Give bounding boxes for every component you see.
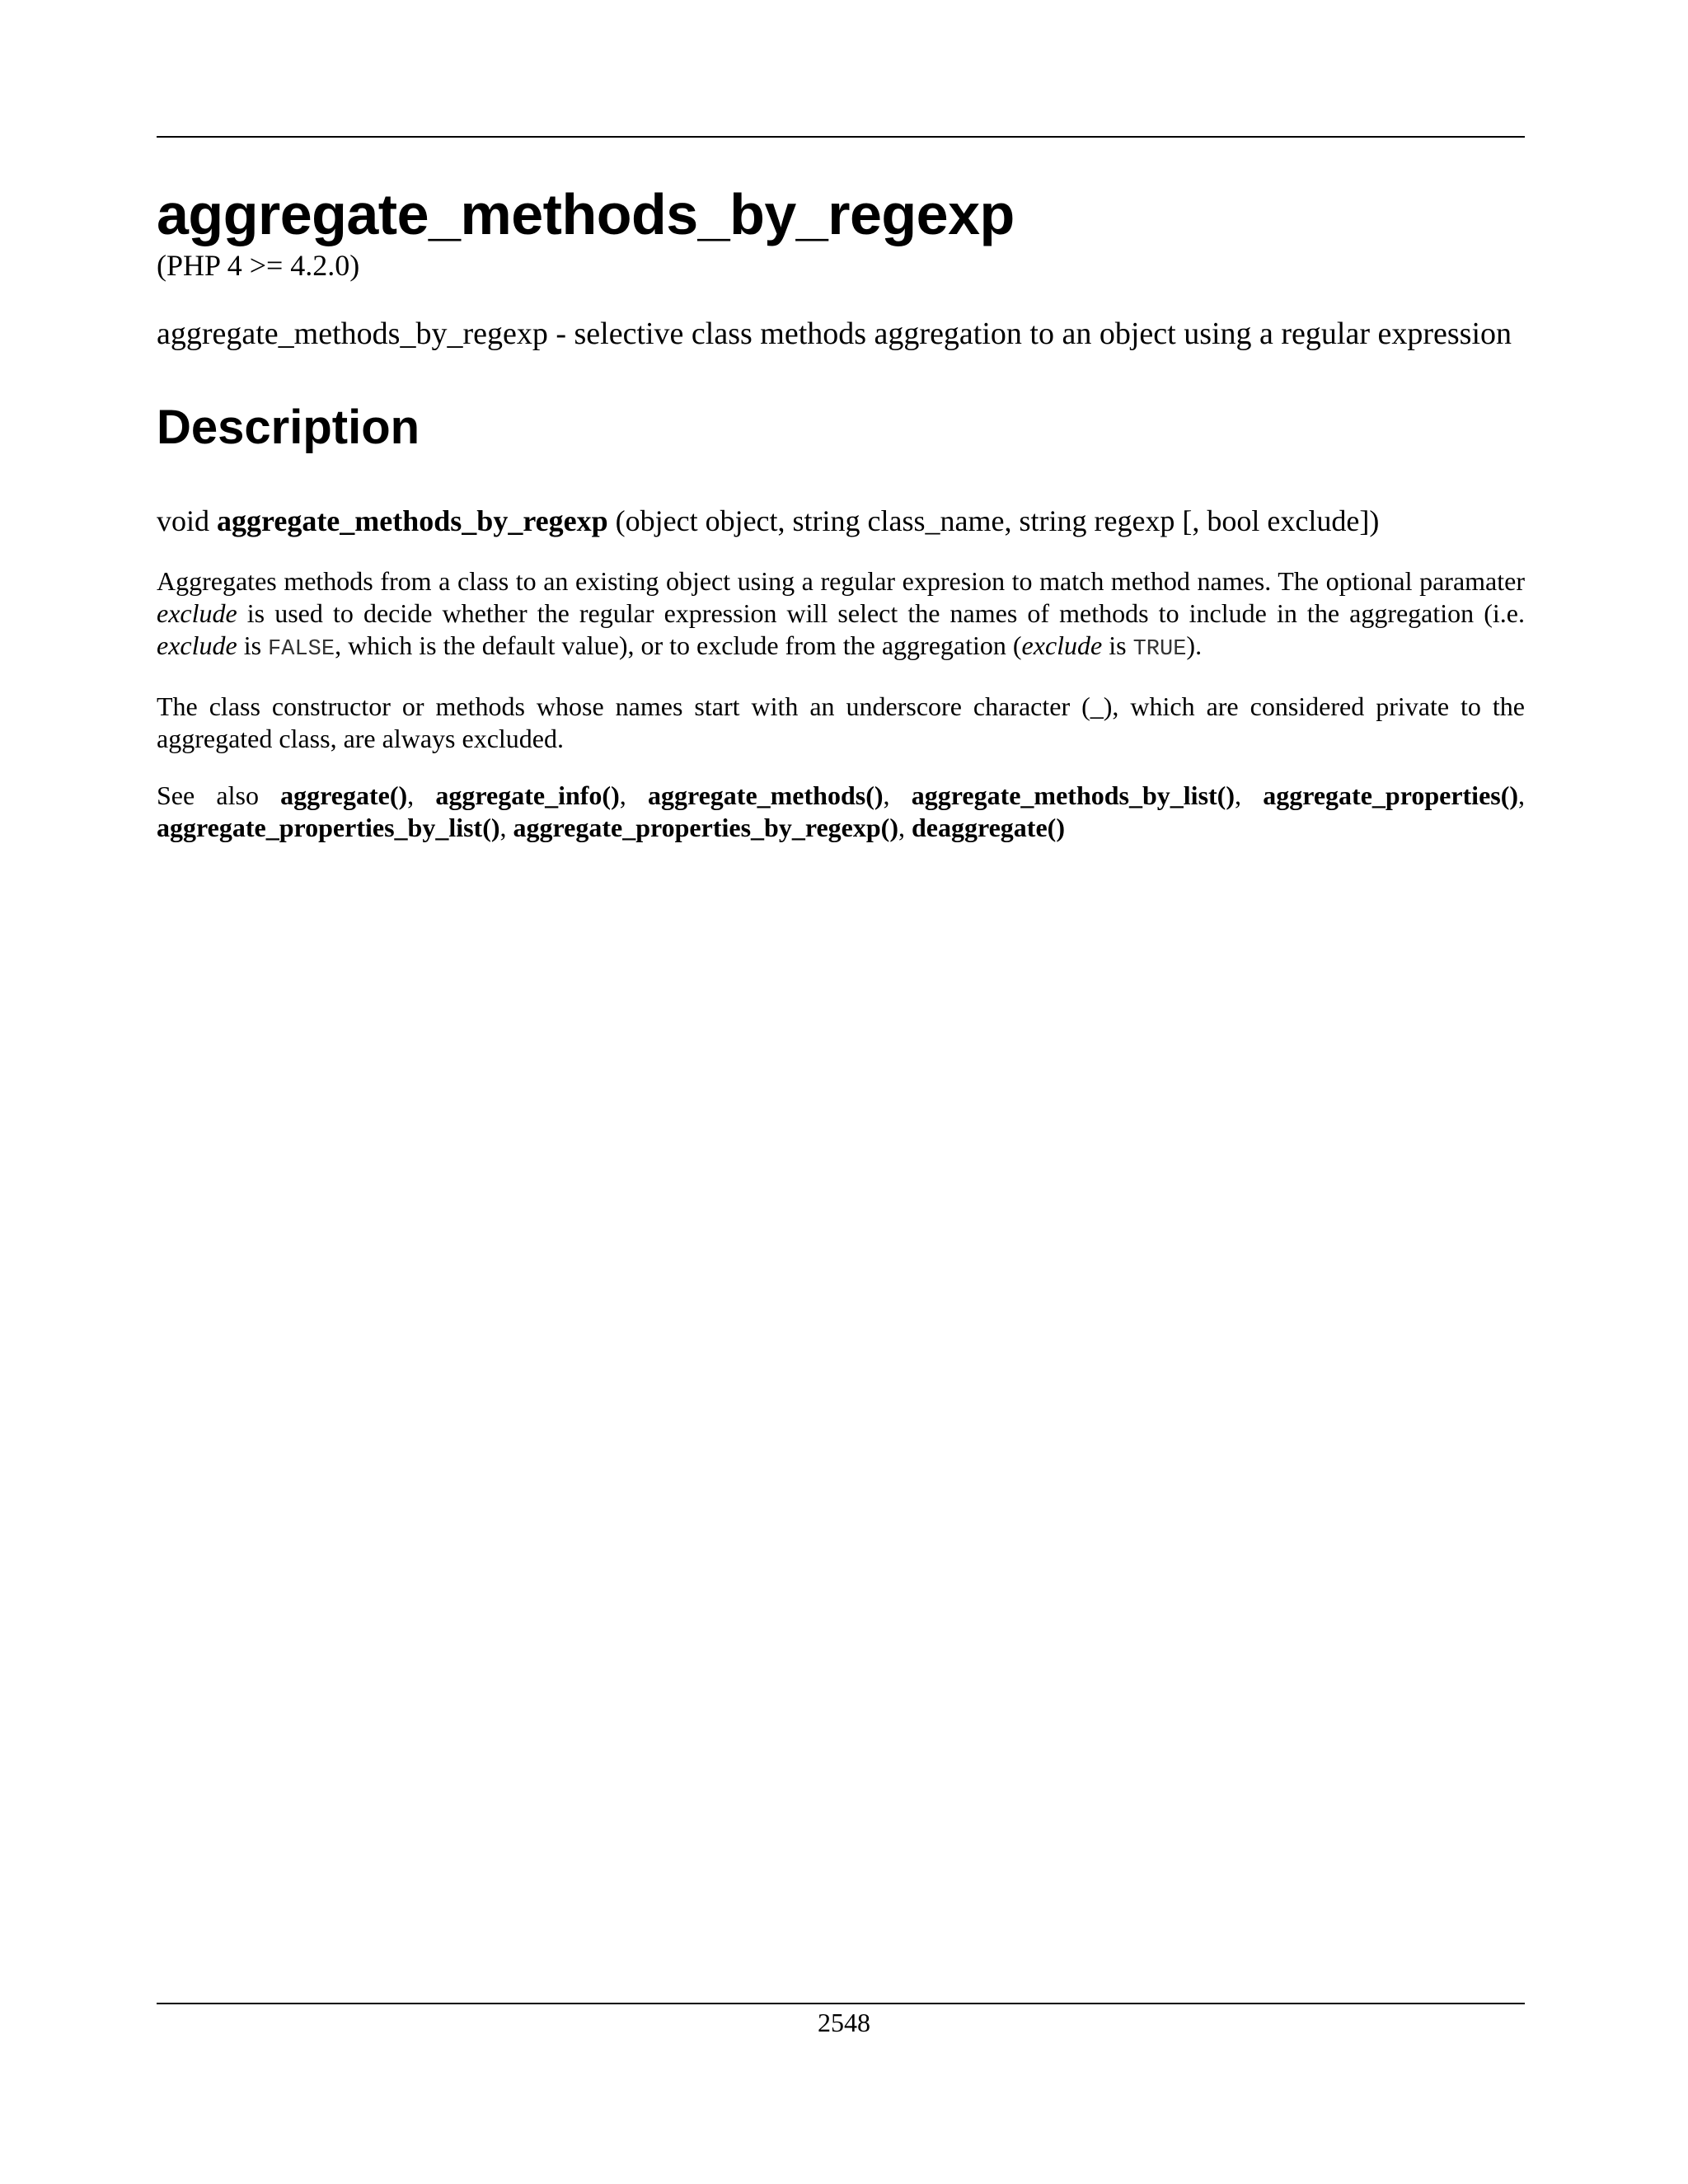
param-exclude: exclude [157, 598, 237, 629]
function-synopsis [157, 503, 1525, 539]
description-paragraph [157, 565, 1525, 666]
synopsis-params: (object object, string class_name, string regexp [, bool exclude]) [615, 504, 1380, 538]
param-exclude: exclude [1021, 630, 1103, 661]
para-text: ). [1186, 630, 1203, 661]
description-heading: Description [157, 401, 420, 455]
function-title: aggregate_methods_by_regexp [157, 182, 1015, 246]
see-also-link-aggregate-methods-by-list[interactable]: aggregate_methods_by_list() [911, 780, 1235, 811]
see-also-link-aggregate-methods[interactable]: aggregate_methods() [647, 780, 884, 811]
para-text: is [237, 630, 269, 661]
constant-true: TRUE [1132, 637, 1187, 663]
para-text: Aggregates methods from a class to an existing object using a regular expresion to match method names. The optional paramater [157, 566, 1525, 597]
see-also-link-aggregate-properties[interactable]: aggregate_properties() [1263, 780, 1519, 811]
see-also-link-aggregate-info[interactable]: aggregate_info() [435, 780, 620, 811]
see-also-link-aggregate-properties-by-list[interactable]: aggregate_properties_by_list() [157, 813, 500, 843]
page-content [157, 182, 1526, 844]
para-text: , which is the default value), or to exclude from the aggregation ( [335, 630, 1022, 661]
private-methods-note: The class constructor or methods whose names start with an underscore character (_), which are considered private to the aggregated class, are always excluded. [157, 691, 1525, 754]
see-also-links: aggregate(), aggregate_info(), aggregate_methods(), aggregate_methods_by_list(), aggregate_properties(), aggregate_properties_by_list(), aggregate_properties_by_regexp(), deaggregate() [157, 780, 1526, 843]
return-type: void [157, 504, 210, 538]
synopsis-function-name: aggregate_methods_by_regexp [217, 504, 608, 538]
see-also [157, 780, 1525, 844]
param-exclude: exclude [157, 630, 237, 661]
see-also-link-deaggregate[interactable]: deaggregate() [911, 813, 1065, 843]
para-text: is used to decide whether the regular expression will select the names of methods to include in the aggregation (i.e. [237, 598, 1525, 629]
page-number: 2548 [818, 2008, 870, 2037]
see-also-prefix: See also [157, 780, 281, 811]
see-also-link-aggregate[interactable]: aggregate() [280, 780, 408, 811]
para-text: is [1102, 630, 1133, 661]
header-rule [157, 136, 1525, 138]
see-also-link-aggregate-properties-by-regexp[interactable]: aggregate_properties_by_regexp() [513, 813, 898, 843]
function-purpose: aggregate_methods_by_regexp - selective class methods aggregation to an object using a regular expression [157, 316, 1512, 352]
php-version: (PHP 4 >= 4.2.0) [157, 249, 360, 282]
constant-false: FALSE [268, 637, 335, 663]
